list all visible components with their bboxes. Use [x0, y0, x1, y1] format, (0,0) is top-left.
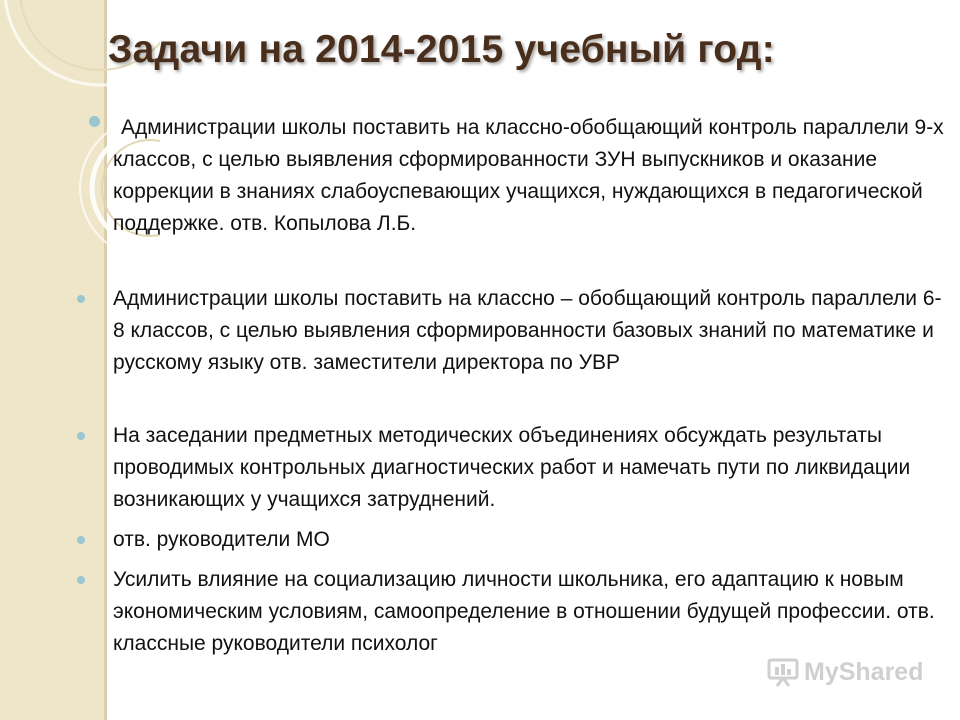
- slide-title: Задачи на 2014-2015 учебный год:: [108, 28, 775, 71]
- bullet-dot: [77, 576, 85, 584]
- bullet-item: [113, 420, 949, 516]
- bullet-item: [113, 524, 949, 556]
- bullet-item: [113, 112, 949, 240]
- bullet-dot: [77, 295, 85, 303]
- bullet-dot: [89, 116, 100, 127]
- bullet-text: Администрации школы поставить на классно – обобщающий контроль параллели 6-8 классов, с целью выявления сформированности базовых знаний по математике и русскому языку отв. заместители директора по УВР: [113, 287, 942, 374]
- myshared-watermark: [766, 656, 923, 688]
- bullet-text: Администрации школы поставить на классно-обобщающий контроль параллели 9-х классов, с целью выявления сформированности ЗУН выпускников и оказание коррекции в знаниях слабоуспевающих учащихся, нуждающихся в педагогической поддержке. отв. Копылова Л.Б.: [113, 116, 944, 235]
- bullet-text: Усилить влияние на социализацию личности школьника, его адаптацию к новым экономическим условиям, самоопределение в отношении будущей профессии. отв. классные руководители психолог: [113, 568, 935, 655]
- bullet-dot: [77, 432, 85, 440]
- bullet-dot: [77, 536, 85, 544]
- bullet-text: На заседании предметных методических объединениях обсуждать результаты проводимых контрольных диагностических работ и намечать пути по ликвидации возникающих у учащихся затруднений.: [113, 424, 911, 511]
- bullet-item: [113, 564, 949, 660]
- bullet-item: [113, 283, 949, 379]
- bullet-text: отв. руководители МО: [113, 528, 330, 551]
- presentation-board-icon: [766, 657, 800, 687]
- watermark-text: MyShared: [804, 657, 924, 686]
